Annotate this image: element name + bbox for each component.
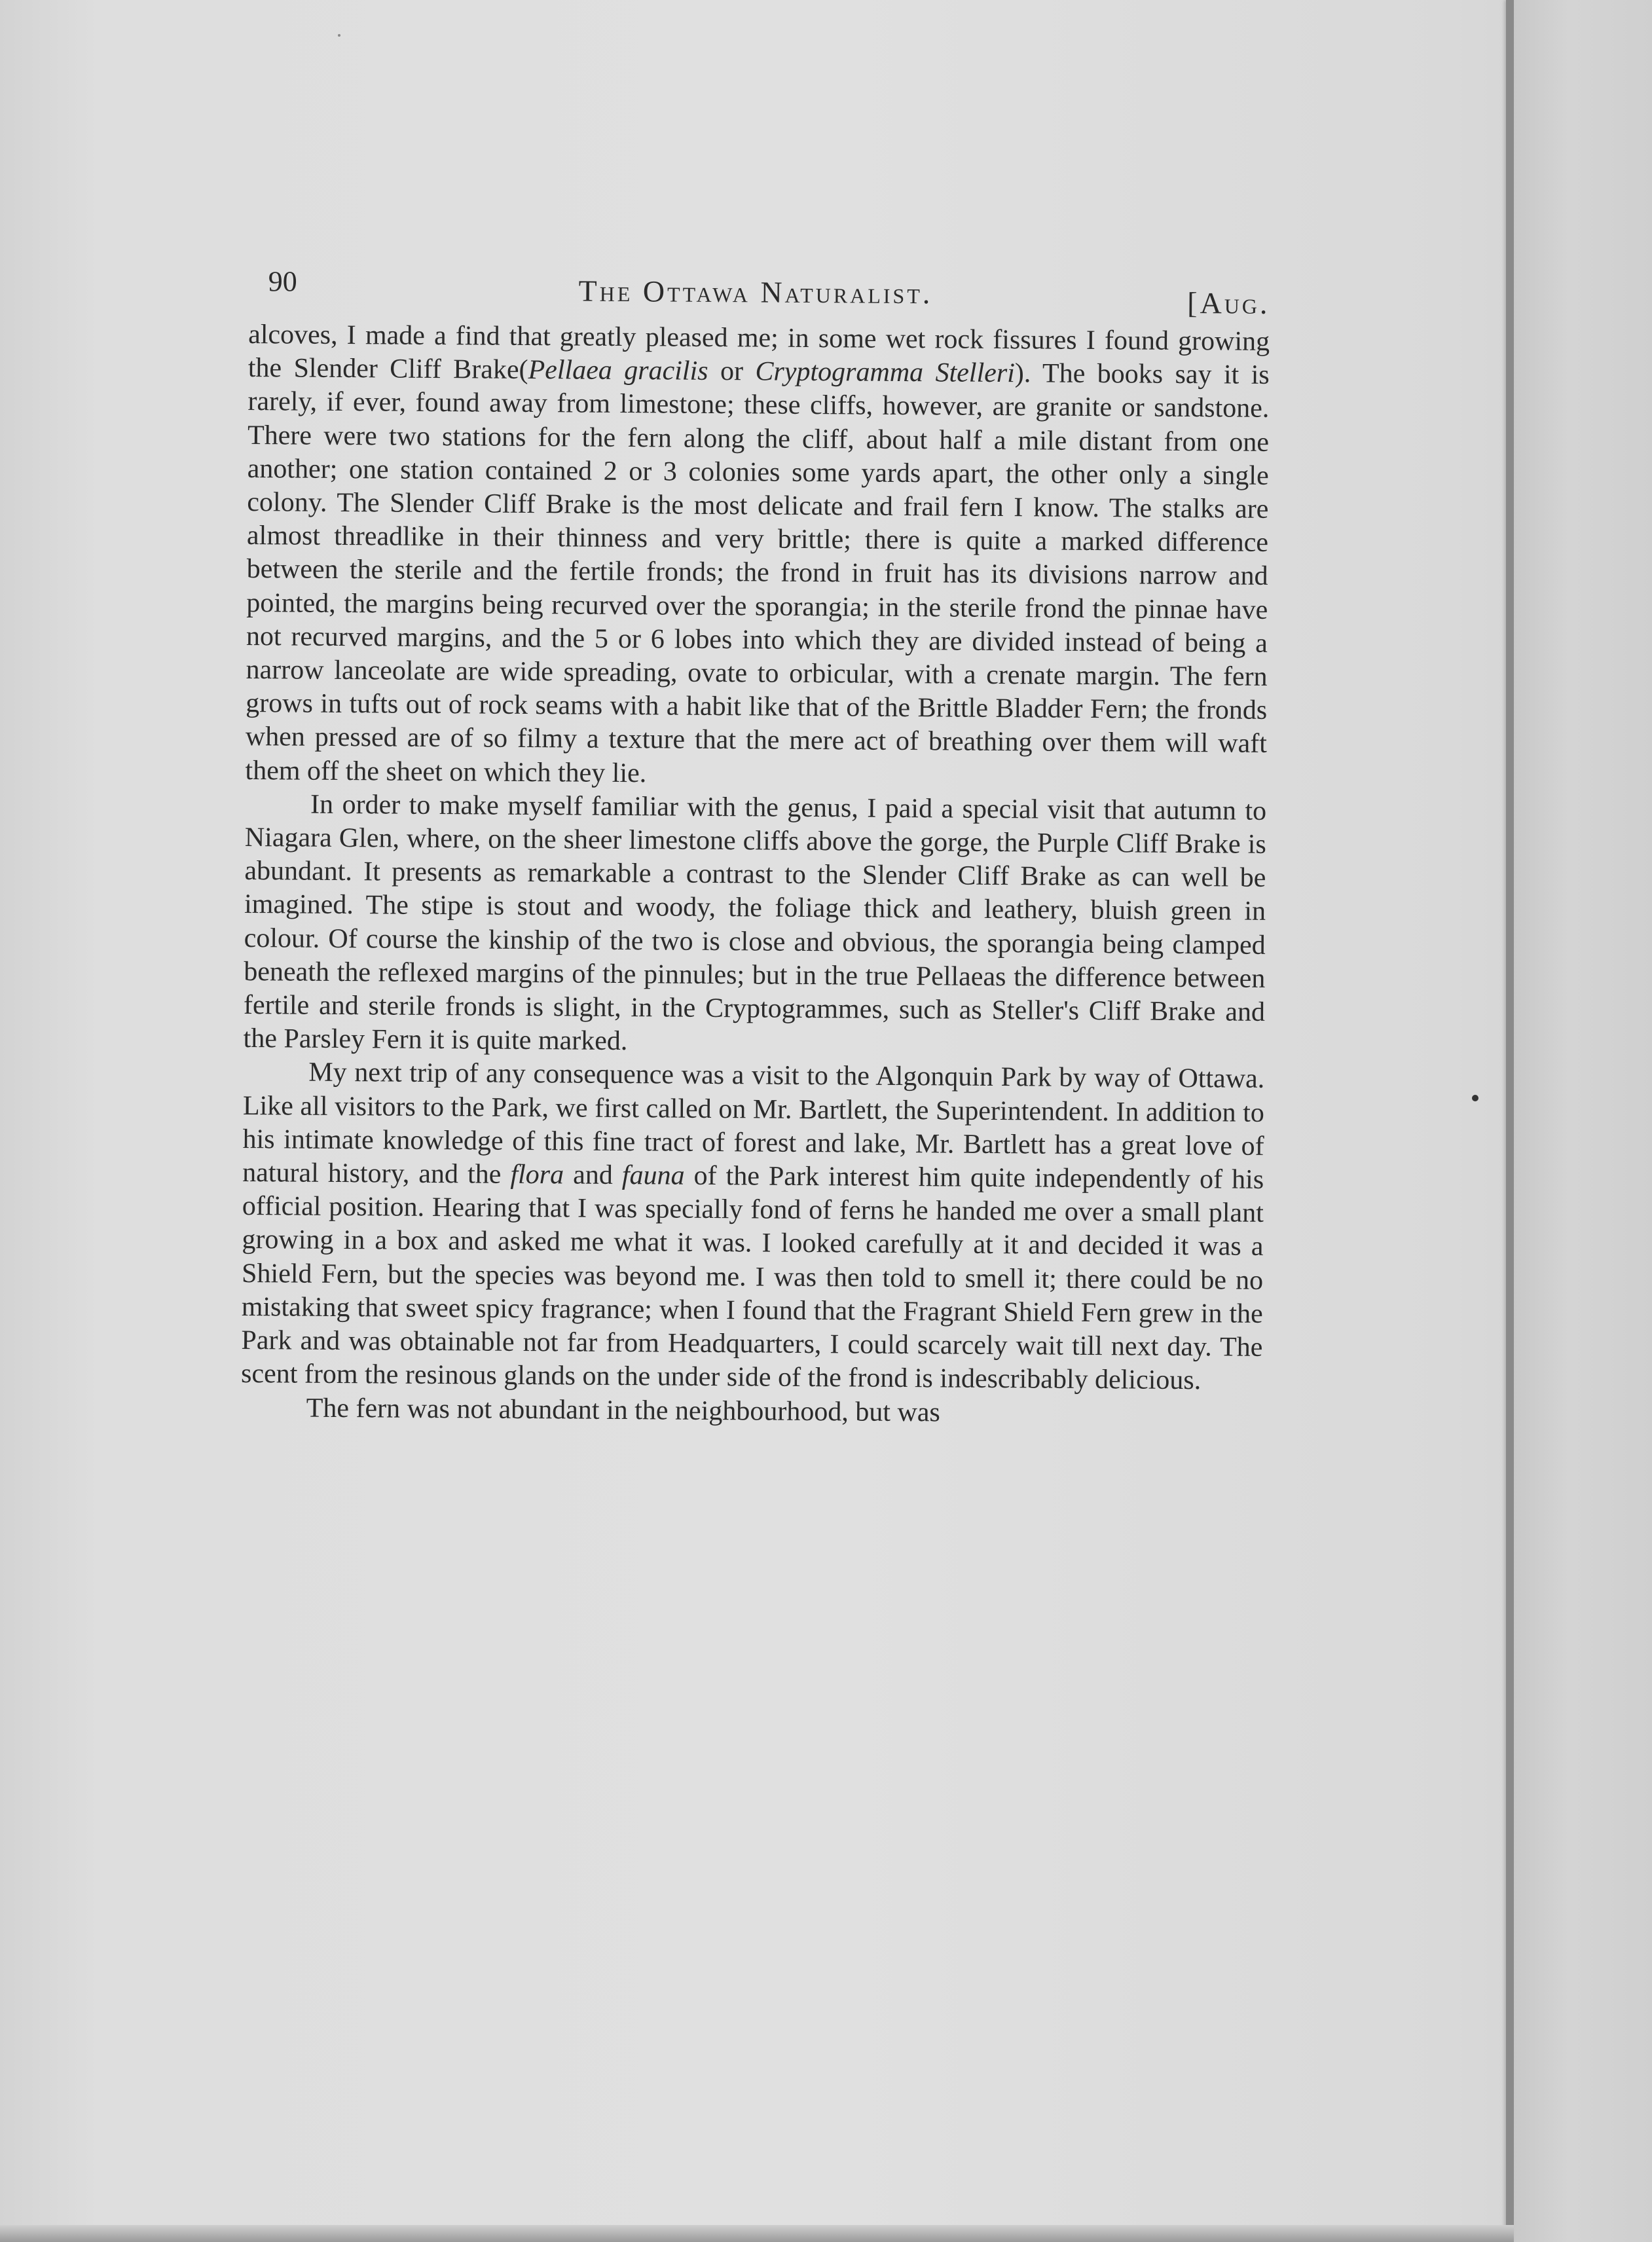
page-number: 90 — [268, 265, 297, 298]
running-head — [248, 255, 1270, 325]
body-text — [241, 318, 1270, 1432]
paragraph — [241, 1391, 1262, 1431]
paragraph — [245, 318, 1270, 795]
text-run: The fern was not abundant in the neighbourhood, but was — [306, 1393, 940, 1427]
italic-text-run: fauna — [621, 1160, 685, 1191]
bottom-edge — [0, 2225, 1514, 2242]
journal-title: The Ottawa Naturalist. — [578, 274, 933, 310]
page-edge — [1506, 0, 1514, 2242]
text-run: In order to make myself familiar with the genus, I paid a special visit that autumn to Niagara Glen, where, on the sheer limestone cliffs above the gorge, the Purple Cliff Brake is abundant. It presents as remarkable a contrast to the Slender Cliff Brake as can well be imagined. The stipe is stout and woody, the foliage thick and leathery, bluish green in colour. Of course the kinship of the two is close and obvious, the sporangia being clamped beneath the reflexed margins of the pinnules; but in the true Pellaeas the difference between fertile and sterile fronds is slight, in the Cryptogrammes, such as Steller's Cliff Brake and the Parsley Fern it is quite marked. — [243, 789, 1267, 1057]
text-run: ). The books say it is rarely, if ever, found away from limestone; these cliffs, however, are granite or sandstone. There were two stations for the fern along the cliff, about half a mile distant from one another; one station contained 2 or 3 colonies some yards apart, the other only a single colony. The Slender Cliff Brake is the most delicate and frail fern I know. The stalks are almost threadlike in their thinness and very brittle; there is quite a marked difference between the sterile and the fertile fronds; the frond in fruit has its divisions narrow and pointed, the margins being recurved over the sporangia; in the sterile frond the pinnae have not recurved margins, and the 5 or 6 lobes into which they are divided instead of being a narrow lanceolate are wide spreading, ovate to orbicular, with a crenate margin. The fern grows in tufts out of rock seams with a habit like that of the Brittle Bladder Fern; the fronds when pressed are of so filmy a texture that the mere act of breathing over them will waft them off the sheet on which they lie. — [245, 358, 1270, 788]
ink-speck — [338, 34, 340, 37]
printed-page — [241, 255, 1270, 1432]
italic-text-run: Pellaea gracilis — [528, 355, 708, 387]
ink-speck — [1472, 1095, 1478, 1101]
paragraph — [243, 788, 1266, 1063]
paragraph — [241, 1056, 1265, 1398]
italic-text-run: flora — [510, 1159, 564, 1190]
adjacent-page — [1514, 0, 1652, 2242]
text-run: alcoves, I made a find that greatly pleased me; in some wet rock fissures I found growing the Slender Cliff Brake( — [248, 319, 1270, 386]
text-run: of the Park interest him quite independently of his official position. Hearing that I was specially fond of ferns he handed me over a small plant growing in a box and asked me what it was. I looked carefully at it and decided it was a Shield Fern, but the species was beyond me. I was then told to smell it; there could be no mistaking that sweet spicy fragrance; when I found that the Fragrant Shield Fern grew in the Park and was obtainable not far from Headquarters, I could scarcely wait till next day. The scent from the resinous glands on the under side of the frond is indescribably delicious. — [240, 1160, 1264, 1396]
italic-text-run: Cryptogramma Stelleri — [755, 356, 1016, 389]
text-run: My next trip of any consequence was a visit to the Algonquin Park by way of Ottawa. Like all visitors to the Park, we first called on Mr. Bartlett, the Superintendent. In addition to his intimate knowledge of this fine tract of forest and lake, Mr. Bartlett has a great love of natural history, and the — [242, 1057, 1265, 1190]
text-run: or — [708, 356, 756, 387]
issue-month: [Aug. — [1187, 286, 1270, 320]
text-run: and — [563, 1160, 623, 1191]
